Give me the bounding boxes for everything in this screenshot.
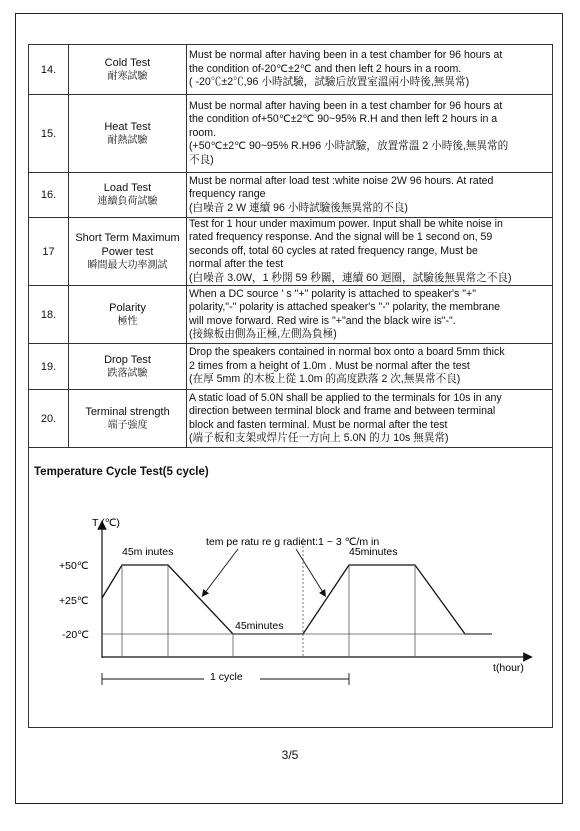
requirement-line: 2 times from a height of 1.0m . Must be normal after the test [189, 359, 470, 372]
test-item-english: Short Term Maximum Power test [75, 231, 180, 258]
requirement-line: (白噪音 3.0W，1 秒開 59 秒關，連續 60 迴圈，試驗後無異常之不良) [189, 271, 512, 284]
test-item-english: Load Test [103, 182, 152, 194]
table-row [29, 218, 553, 286]
tick-label-plus25: +25℃ [59, 595, 89, 607]
requirement-cell [187, 344, 553, 390]
table-row [29, 95, 553, 173]
requirement-cell [187, 173, 553, 218]
requirement-line: (白噪音 2 W 連續 96 小時試驗後無異常的不良) [189, 201, 408, 214]
table-row [29, 173, 553, 218]
row-number: 20. [29, 390, 69, 448]
test-item-english: Terminal strength [85, 405, 170, 418]
test-item-english: Polarity [109, 301, 146, 314]
requirement-line: (接線板由側為正極,左側為負極) [189, 327, 337, 340]
row-number: 15. [29, 95, 69, 173]
test-spec-table [28, 44, 553, 448]
requirement-cell [187, 390, 553, 448]
requirement-line: (端子板和支架或焊片任一方向上 5.0N 的力 10s 無異常) [189, 431, 449, 444]
test-item-chinese: 連續負荷試驗 [97, 196, 158, 207]
tick-label-minus20: -20℃ [62, 629, 89, 641]
requirement-line: Must be normal after having been in a test chamber for 96 hours at [189, 49, 503, 62]
requirement-line: room. [189, 126, 217, 139]
table-row [29, 344, 553, 390]
test-item-cell [69, 390, 187, 448]
table-row [29, 286, 553, 344]
x-axis-label: t(hour) [493, 662, 524, 674]
dwell-label: 45m inutes [122, 546, 174, 558]
cycle-label: 1 cycle [210, 671, 243, 683]
row-number: 19. [29, 344, 69, 390]
requirement-line: the condition of+50℃±2℃ 90~95% R.H and then left 2 hours in a [189, 113, 498, 126]
test-item-chinese: 耐寒試驗 [107, 70, 148, 82]
requirement-line: the condition of-20℃±2℃ and then left 2 hours in a room. [189, 62, 462, 75]
requirement-line: will move forward. Red wire is "+"and the black wire is"-". [189, 314, 456, 327]
requirement-line: Test for 1 hour under maximum power. Input shall be white noise in [189, 218, 503, 230]
test-item-english: Drop Test [104, 353, 151, 366]
requirement-line: (在厚 5mm 的木板上從 1.0m 的高度跌落 2 次,無異常不良) [189, 373, 461, 386]
requirement-line: frequency range [189, 188, 266, 201]
row-number: 18. [29, 286, 69, 344]
requirement-line: A static load of 5.0N shall be applied to the terminals for 10s in any [189, 391, 502, 404]
requirement-cell [187, 45, 553, 95]
requirement-cell [187, 286, 553, 344]
test-item-chinese: 耐熱試驗 [107, 134, 148, 146]
test-item-chinese: 瞬間最大功率測試 [87, 259, 168, 271]
y-axis-label: T (℃) [92, 517, 120, 529]
section-title: Temperature Cycle Test(5 cycle) [34, 466, 209, 478]
temperature-cycle-graph [28, 508, 553, 698]
gradient-arrow [204, 549, 238, 594]
requirement-line: (+50℃±2℃ 90~95% R.H96 小時試驗，放置常溫 2 小時後,無異常的 [189, 140, 509, 153]
tick-label-plus50: +50℃ [59, 560, 89, 572]
table-row [29, 45, 553, 95]
gradient-arrow [296, 549, 324, 594]
gradient-label: tem pe ratu re g radient:1 ~ 3 ℃/m in [206, 536, 380, 548]
dwell-label: 45minutes [349, 546, 398, 558]
row-number: 16. [29, 173, 69, 218]
requirement-line: rated frequency response. And the signal will be 1 second on, 59 [189, 231, 493, 244]
row-number: 17 [29, 218, 69, 286]
test-item-cell [69, 344, 187, 390]
table-row [29, 390, 553, 448]
temperature-profile-line [102, 565, 492, 634]
test-item-english: Cold Test [104, 56, 151, 69]
test-item-cell [69, 45, 187, 95]
test-item-cell [69, 95, 187, 173]
test-item-chinese: 端子強度 [107, 419, 148, 431]
requirement-line: normal after the test [189, 258, 284, 271]
requirement-cell [187, 95, 553, 173]
requirement-line: Drop the speakers contained in normal box onto a board 5mm thick [189, 346, 505, 359]
requirement-line: ( -20℃±2℃,96 小時試驗，試驗后放置室溫兩小時後,無異常) [189, 76, 470, 89]
test-item-cell [69, 173, 187, 218]
requirement-line: 不良) [189, 153, 214, 166]
requirement-line: When a DC source ' s "+" polarity is attached to speaker's "+" [189, 287, 477, 300]
requirement-cell [187, 218, 553, 286]
test-item-chinese: 極性 [117, 315, 138, 327]
requirement-line: block and fasten terminal. Must be normal after the test [189, 418, 448, 431]
test-item-english: Heat Test [104, 120, 151, 133]
requirement-line: polarity,"-" polarity is attached speaker's "-" polarity, the membrane [189, 301, 501, 314]
row-number: 14. [29, 45, 69, 95]
test-item-chinese: 跌落試驗 [107, 367, 148, 379]
requirement-line: seconds off, total 60 cycles at rated frequency range, Must be [189, 244, 478, 257]
dwell-label: 45minutes [235, 620, 284, 632]
requirement-line: direction between terminal block and frame and between terminal [189, 405, 496, 418]
test-item-cell [69, 286, 187, 344]
requirement-line: Must be normal after load test :white noise 2W 96 hours. At rated [189, 174, 494, 187]
requirement-line: Must be normal after having been in a test chamber for 96 hours at [189, 99, 503, 112]
test-item-cell [69, 218, 187, 286]
page-number: 3/5 [281, 748, 299, 762]
